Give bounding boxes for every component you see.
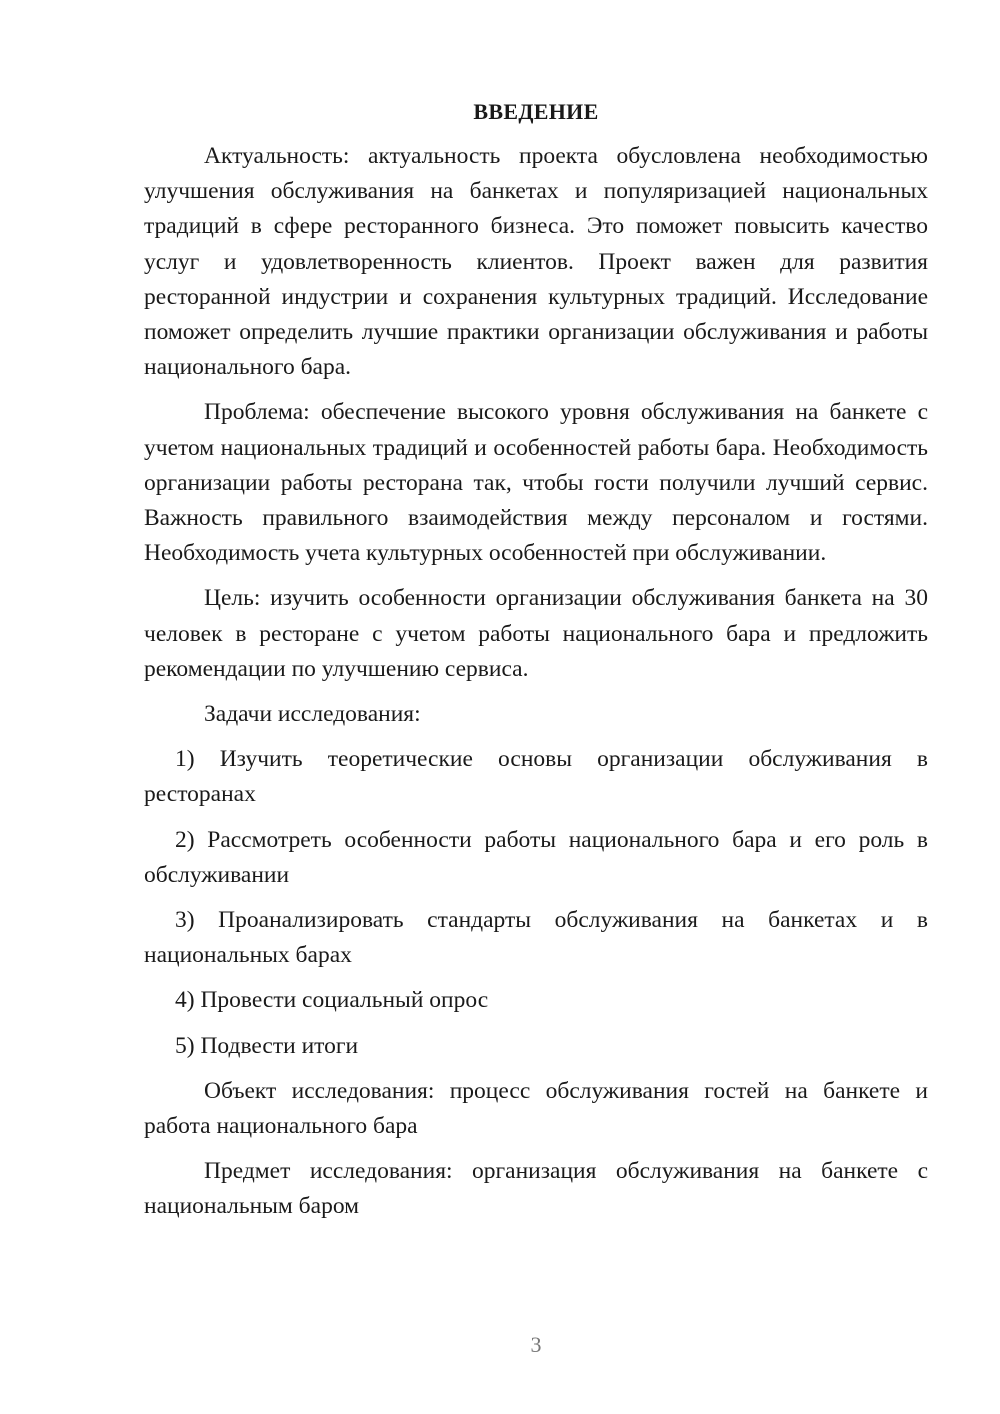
paragraph-relevance: Актуальность: актуальность проекта обусловлена необходимостью улучшения обслуживания на банкетах и популяризацией национальных традиций в сфере ресторанного бизнеса. Это поможет повысить качество услуг и удовлетворенность клиентов. Проект важен для развития ресторанной индустрии и сохранения культурных традиций. Исследование поможет определить лучшие практики организации обслуживания и работы национального бара. bbox=[144, 143, 928, 381]
task-item: 1) Изучить теоретические основы организации обслуживания в ресторанах bbox=[144, 746, 928, 808]
page-title: ВВЕДЕНИЕ bbox=[473, 99, 599, 124]
task-item: 3) Проанализировать стандарты обслуживания на банкетах и в национальных барах bbox=[144, 907, 928, 969]
paragraph-goal: Цель: изучить особенности организации обслуживания банкета на 30 человек в ресторане с учетом работы национального бара и предложить рекомендации по улучшению сервиса. bbox=[144, 585, 928, 682]
task-item: 5) Подвести итоги bbox=[175, 1032, 359, 1059]
paragraph-tasks-heading: Задачи исследования: bbox=[204, 701, 421, 728]
paragraph-problem: Проблема: обеспечение высокого уровня обслуживания на банкете с учетом национальных традиций и особенностей работы бара. Необходимость организации работы ресторана так, чтобы гости получили лучший сервис. Важность правильного взаимодействия между персоналом и гостями. Необходимость учета культурных особенностей при обслуживании. bbox=[144, 399, 928, 567]
page-content bbox=[144, 94, 928, 1235]
page-number: 3 bbox=[530, 1332, 542, 1357]
paragraph-subject: Предмет исследования: организация обслуживания на банкете с национальным баром bbox=[144, 1158, 928, 1220]
task-item: 4) Провести социальный опрос bbox=[175, 987, 489, 1014]
paragraph-object: Объект исследования: процесс обслуживания гостей на банкете и работа национального бара bbox=[144, 1077, 928, 1140]
task-item: 2) Рассмотреть особенности работы национального бара и его роль в обслуживании bbox=[144, 826, 928, 888]
